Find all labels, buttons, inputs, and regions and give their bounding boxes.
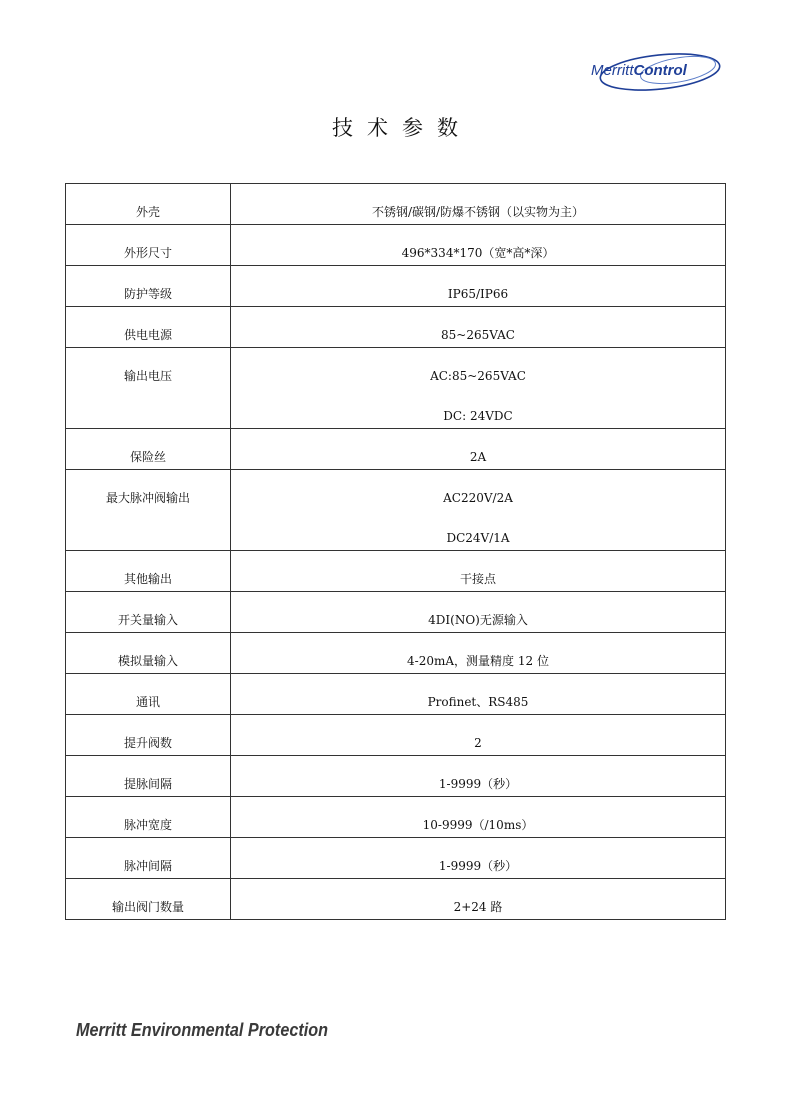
spec-row [66,633,726,674]
spec-row [66,184,726,225]
spec-label-cell [66,551,231,592]
spec-label-cell [66,225,231,266]
spec-label: 其他输出 [123,572,172,586]
spec-row [66,429,726,470]
spec-row [66,470,726,551]
spec-label-cell [66,184,231,225]
spec-label-cell [66,266,231,307]
spec-table [65,183,726,920]
spec-value-cell [231,838,726,879]
spec-label-cell [66,838,231,879]
spec-value: 2+24 路 [453,900,503,914]
spec-label-cell [66,674,231,715]
spec-value-cell [231,470,726,551]
spec-label: 脉冲宽度 [123,818,172,832]
spec-row [66,551,726,592]
spec-label-cell [66,879,231,920]
spec-row [66,225,726,266]
spec-value: IP65/IP66 [447,287,509,301]
spec-value: 1-9999（秒） [438,777,518,791]
spec-row [66,838,726,879]
spec-row [66,348,726,429]
spec-label-cell [66,348,231,429]
spec-value: 4-20mA，测量精度 12 位 [407,654,549,668]
spec-value-cell [231,715,726,756]
spec-label: 外壳 [135,205,160,219]
spec-label: 输出阀门数量 [111,900,184,914]
spec-label-cell [66,429,231,470]
spec-label-cell [66,470,231,551]
spec-label-cell [66,307,231,348]
logo-word-control: Control [633,62,687,79]
spec-row [66,879,726,920]
spec-label: 脉冲间隔 [123,859,172,873]
spec-row [66,674,726,715]
spec-value-cell [231,348,726,429]
footer-company-name: Merritt Environmental Protection [76,1020,329,1040]
spec-label: 外形尺寸 [123,246,172,260]
spec-value-cell [231,756,726,797]
spec-label: 输出电压 [123,369,172,383]
spec-label: 模拟量输入 [117,654,178,668]
spec-value: DC24V/1A [446,531,510,545]
spec-value-cell [231,429,726,470]
spec-label-cell [66,756,231,797]
spec-value: Profinet、RS485 [427,695,529,709]
spec-label: 供电电源 [123,328,172,342]
spec-row [66,756,726,797]
spec-value-cell [231,307,726,348]
brand-logo [588,50,723,94]
spec-label: 通讯 [135,695,160,709]
spec-value-cell [231,633,726,674]
spec-value-cell [231,879,726,920]
spec-label-cell [66,797,231,838]
spec-value: AC220V/2A [443,491,513,505]
spec-value: 4DI(NO)无源输入 [428,613,528,627]
spec-value: 85~265VAC [441,328,515,342]
spec-label: 开关量输入 [117,613,178,627]
spec-row [66,715,726,756]
spec-value-cell [231,674,726,715]
spec-label-cell [66,633,231,674]
spec-value: 10-9999（/10ms） [422,818,534,832]
spec-label: 最大脉冲阀输出 [105,491,190,505]
spec-value-cell [231,225,726,266]
spec-value: 干接点 [459,572,496,586]
spec-label: 保险丝 [129,450,166,464]
spec-value-cell [231,551,726,592]
spec-value-cell [231,266,726,307]
spec-value: 不锈钢/碳钢/防爆不锈钢（以实物为主） [371,205,585,219]
spec-label: 提脉间隔 [123,777,172,791]
spec-value-cell [231,184,726,225]
spec-label: 提升阀数 [123,736,172,750]
spec-row [66,266,726,307]
spec-value-cell [231,592,726,633]
spec-value-cell [231,797,726,838]
logo-text [591,62,687,79]
spec-value: 496*334*170（宽*高*深） [401,246,555,260]
logo-word-merritt: Merritt [591,62,634,79]
spec-label-cell [66,715,231,756]
page-title: 技术参数 [332,116,472,140]
spec-value: AC:85~265VAC [430,369,526,383]
spec-label: 防护等级 [123,287,172,301]
spec-row [66,592,726,633]
spec-label-cell [66,592,231,633]
spec-value: DC: 24VDC [443,409,513,423]
spec-row [66,797,726,838]
spec-row [66,307,726,348]
spec-value: 1-9999（秒） [438,859,518,873]
spec-value: 2A [469,450,487,464]
spec-value: 2 [474,736,482,750]
